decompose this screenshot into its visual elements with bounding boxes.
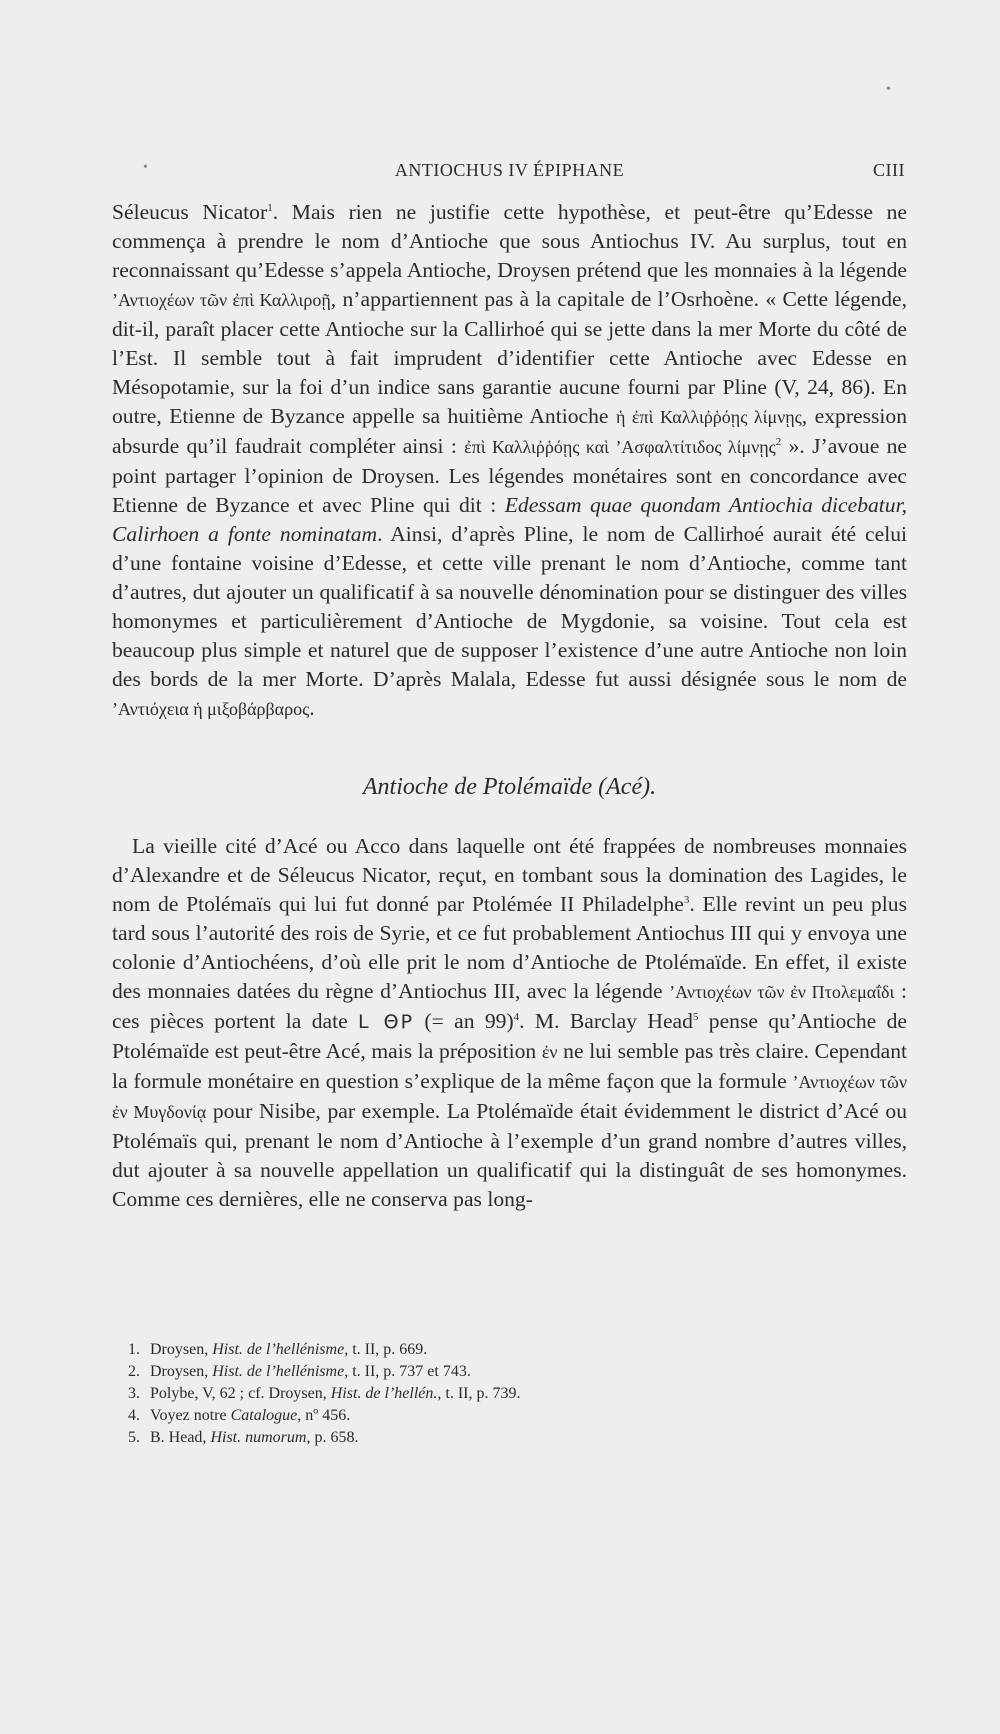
footnote <box>128 1361 908 1383</box>
page-number: CIII <box>873 160 905 180</box>
footnotes <box>128 1339 908 1449</box>
footnote-ref: 4 <box>513 1011 520 1023</box>
text-run: : ces pièces portent la date <box>112 979 907 1033</box>
footnote-text <box>150 1339 427 1361</box>
footnote-text <box>150 1361 471 1383</box>
section-heading: Antioche de Ptolémaïde (Acé). <box>362 774 657 800</box>
text-run: , n’appartiennent pas à la capitale de l’Osrhoène. « Cette légende, dit-il, paraît placer cette Antioche sur la Callirhoé qui se jette dans la mer Morte du côté de l’Est. Il semble tout à fait imprudent d’identifier cette Antioche avec Edesse en Mésopotamie, sur la foi d’un indice sans garantie aucune fourni par Pline (V, 24, 86). En outre, Etienne de Byzance appelle sa huitième Antioche <box>112 287 907 428</box>
text-run: , t. II, p. 669. <box>344 1341 428 1358</box>
text-run: . Ainsi, d’après Pline, le nom de Callirhoé aurait été celui d’une fontaine voisine d’Edesse, et cette ville prenant le nom d’Antioche, comme tant d’autres, dut ajouter un qualificatif à sa nouvelle dénomination pour se distinguer des villes homonymes et particulièrement d’Antioche de Mygdonie, sa voisine. Tout cela est beaucoup plus simple et naturel que de supposer l’existence d’une autre Antioche non loin des bords de la mer Morte. D’après Malala, Edesse fut aussi désignée sous le nom de <box>112 522 908 691</box>
text-run: Droysen, <box>150 1341 213 1358</box>
footnote-text <box>150 1427 358 1449</box>
greek-legend: ἐπὶ Καλλιῤῥόῃς καὶ ’Ασφαλτίτιδος λίμνῃς <box>464 437 776 457</box>
text-run: . M. Barclay Head <box>519 1009 693 1033</box>
page-speck: • <box>143 160 148 175</box>
footnote <box>128 1339 908 1361</box>
text-run: , expression absurde qu’il faudrait compléter ainsi : <box>112 404 907 458</box>
text-run: Séleucus Nicator <box>112 200 268 224</box>
footnote-number: 2. <box>128 1363 140 1380</box>
greek-legend: ἡ ἐπὶ Καλλιῤῥόῃς λίμνῃς <box>615 407 802 427</box>
footnote-number: 1. <box>128 1341 140 1358</box>
greek-legend: ’Αντιοχέων τῶν ἐν Πτολεμαΐδι <box>669 982 895 1002</box>
coin-date-symbol: L ΘΡ <box>358 1011 415 1033</box>
text-run: ne lui semble pas très claire. Cependant la formule monétaire en question s’explique de la même façon que la formule <box>112 1039 908 1093</box>
work-title: Hist. de l’hellénisme <box>212 1341 345 1358</box>
text-run: , t. II, p. 737 et 743. <box>344 1363 471 1380</box>
text-run: ». J’avoue ne point partager l’opinion de Droysen. Les légendes monétaires sont en concordance avec Etienne de Byzance et avec Pline qui dit : <box>112 434 907 517</box>
paragraph <box>112 198 907 724</box>
text-run: Voyez notre <box>150 1407 231 1424</box>
work-title: Catalogue <box>230 1407 298 1424</box>
text-run: . <box>309 696 315 720</box>
text-run: pense qu’Antioche de Ptolémaïde est peut-être Acé, mais la préposition <box>112 1009 907 1063</box>
main-text <box>112 198 907 1214</box>
footnote-text <box>150 1405 350 1427</box>
page-header <box>112 158 907 188</box>
footnote-ref: 1 <box>267 202 273 214</box>
text-run: . Mais rien ne justifie cette hypothèse, et peut-être qu’Edesse ne commença à prendre le nom d’Antioche que sous Antiochus IV. Au surplus, tout en reconnaissant qu’Edesse s’appela Antioche, Droysen prétend que les monnaies à la légende <box>112 200 907 282</box>
text-run: La vieille cité d’Acé ou Acco dans laquelle ont été frappées de nombreuses monnaies d’Alexandre et de Séleucus Nicator, reçut, en tombant sous la domination des Lagides, le nom de Ptolémaïs qui lui fut donné par Ptolémée II Philadelphe <box>112 834 907 916</box>
footnote-number: 3. <box>128 1385 140 1402</box>
footnote <box>128 1405 908 1427</box>
text-run: pour Nisibe, par exemple. La Ptolémaïde était évidemment le district d’Acé ou Ptolémaïs qui, prenant le nom d’Antioche à l’exemple d’un grand nombre d’autres villes, dut ajouter à sa nouvelle appellation un qualificatif qui la distinguât de ses homonymes. Comme ces dernières, elle ne conserva pas long- <box>112 1099 907 1211</box>
text-run: , t. II, p. 739. <box>437 1385 521 1402</box>
text-run: Polybe, V, 62 ; cf. Droysen, <box>150 1385 331 1402</box>
text-run: , p. 658. <box>306 1429 359 1446</box>
greek-legend: ’Αντιόχεια ἡ μιξοβάρβαρος <box>112 699 310 719</box>
footnote-number: 5. <box>128 1429 140 1446</box>
footnote-ref: 3 <box>683 894 690 906</box>
footnote <box>128 1383 908 1405</box>
work-title: Hist. numorum <box>210 1429 307 1446</box>
footnote-text <box>150 1383 520 1405</box>
text-run: Droysen, <box>150 1363 213 1380</box>
text-run: B. Head, <box>150 1429 211 1446</box>
greek-word: ἐν <box>541 1042 558 1062</box>
footnote-ref: 5 <box>692 1011 699 1023</box>
text-run: (= an 99) <box>414 1009 514 1033</box>
paragraph <box>112 832 907 1214</box>
footnote-ref: 2 <box>775 436 782 448</box>
footnote <box>128 1427 908 1449</box>
text-run: , nº 456. <box>297 1407 351 1424</box>
latin-quote: Edessam quae quondam Antiochia dicebatur, Calirhoen a fonte nominatam <box>112 493 908 546</box>
greek-legend: ’Αντιοχέων τῶν ἐν Μυγδονίᾳ <box>112 1072 907 1122</box>
text-run: . Elle revint un peu plus tard sous l’autorité des rois de Syrie, et ce fut probablement Antiochus III qui y envoya une colonie d’Antiochéens, d’où elle prit le nom d’Antioche de Ptolémaïde. En effet, il existe des monnaies datées du règne d’Antiochus III, avec la légende <box>112 892 907 1003</box>
page-speck: • <box>886 82 891 97</box>
greek-legend: ’Αντιοχέων τῶν ἐπὶ Καλλιροῇ <box>112 290 331 310</box>
footnote-number: 4. <box>128 1407 140 1424</box>
running-title: ANTIOCHUS IV ÉPIPHANE <box>394 160 625 180</box>
work-title: Hist. de l’hellénisme <box>212 1363 345 1380</box>
work-title: Hist. de l’hellén. <box>330 1385 438 1402</box>
